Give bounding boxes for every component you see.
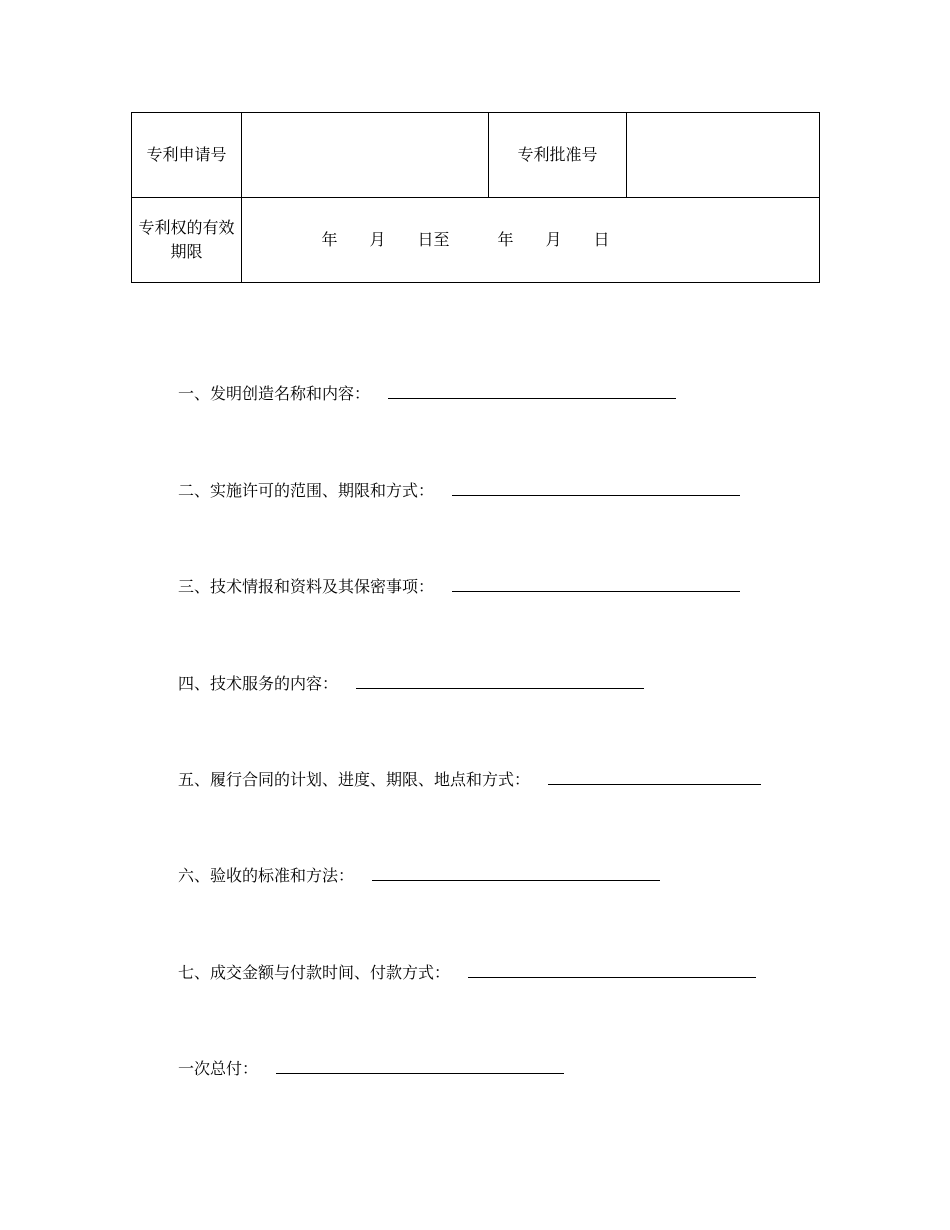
- item-technical-info: [178, 575, 740, 599]
- item-technical-service: [178, 672, 644, 696]
- acceptance-standard-blank[interactable]: [372, 864, 660, 881]
- patent-info-table: [131, 112, 820, 283]
- table-row: [132, 113, 820, 198]
- item-label: 七、成交金额与付款时间、付款方式：: [178, 963, 451, 982]
- validity-period-field[interactable]: [242, 198, 820, 283]
- technical-service-blank[interactable]: [356, 672, 644, 689]
- performance-plan-blank[interactable]: [548, 768, 761, 785]
- approval-number-label: 专利批准号: [489, 113, 627, 198]
- item-lump-sum: [178, 1057, 564, 1081]
- license-scope-blank[interactable]: [452, 479, 740, 496]
- item-license-scope: [178, 479, 740, 503]
- item-acceptance-standard: [178, 864, 660, 888]
- validity-period-text: 年 月 日至 年 月 日: [321, 230, 610, 249]
- invention-name-blank[interactable]: [388, 382, 676, 399]
- item-label: 三、技术情报和资料及其保密事项：: [178, 577, 435, 596]
- item-label: 一、发明创造名称和内容：: [178, 384, 371, 403]
- payment-terms-blank[interactable]: [468, 961, 756, 978]
- item-label: 四、技术服务的内容：: [178, 674, 339, 693]
- item-performance-plan: [178, 768, 761, 792]
- item-label: 一次总付：: [178, 1059, 259, 1078]
- lump-sum-blank[interactable]: [276, 1057, 564, 1074]
- approval-number-field[interactable]: [627, 113, 820, 198]
- item-invention-name: [178, 382, 676, 406]
- item-label: 二、实施许可的范围、期限和方式：: [178, 481, 435, 500]
- item-label: 五、履行合同的计划、进度、期限、地点和方式：: [178, 770, 531, 789]
- item-label: 六、验收的标准和方法：: [178, 866, 355, 885]
- item-payment-terms: [178, 961, 756, 985]
- technical-info-blank[interactable]: [452, 575, 740, 592]
- application-number-label: 专利申请号: [132, 113, 242, 198]
- table-row: [132, 198, 820, 283]
- validity-period-label: 专利权的有效期限: [132, 198, 242, 283]
- application-number-field[interactable]: [242, 113, 489, 198]
